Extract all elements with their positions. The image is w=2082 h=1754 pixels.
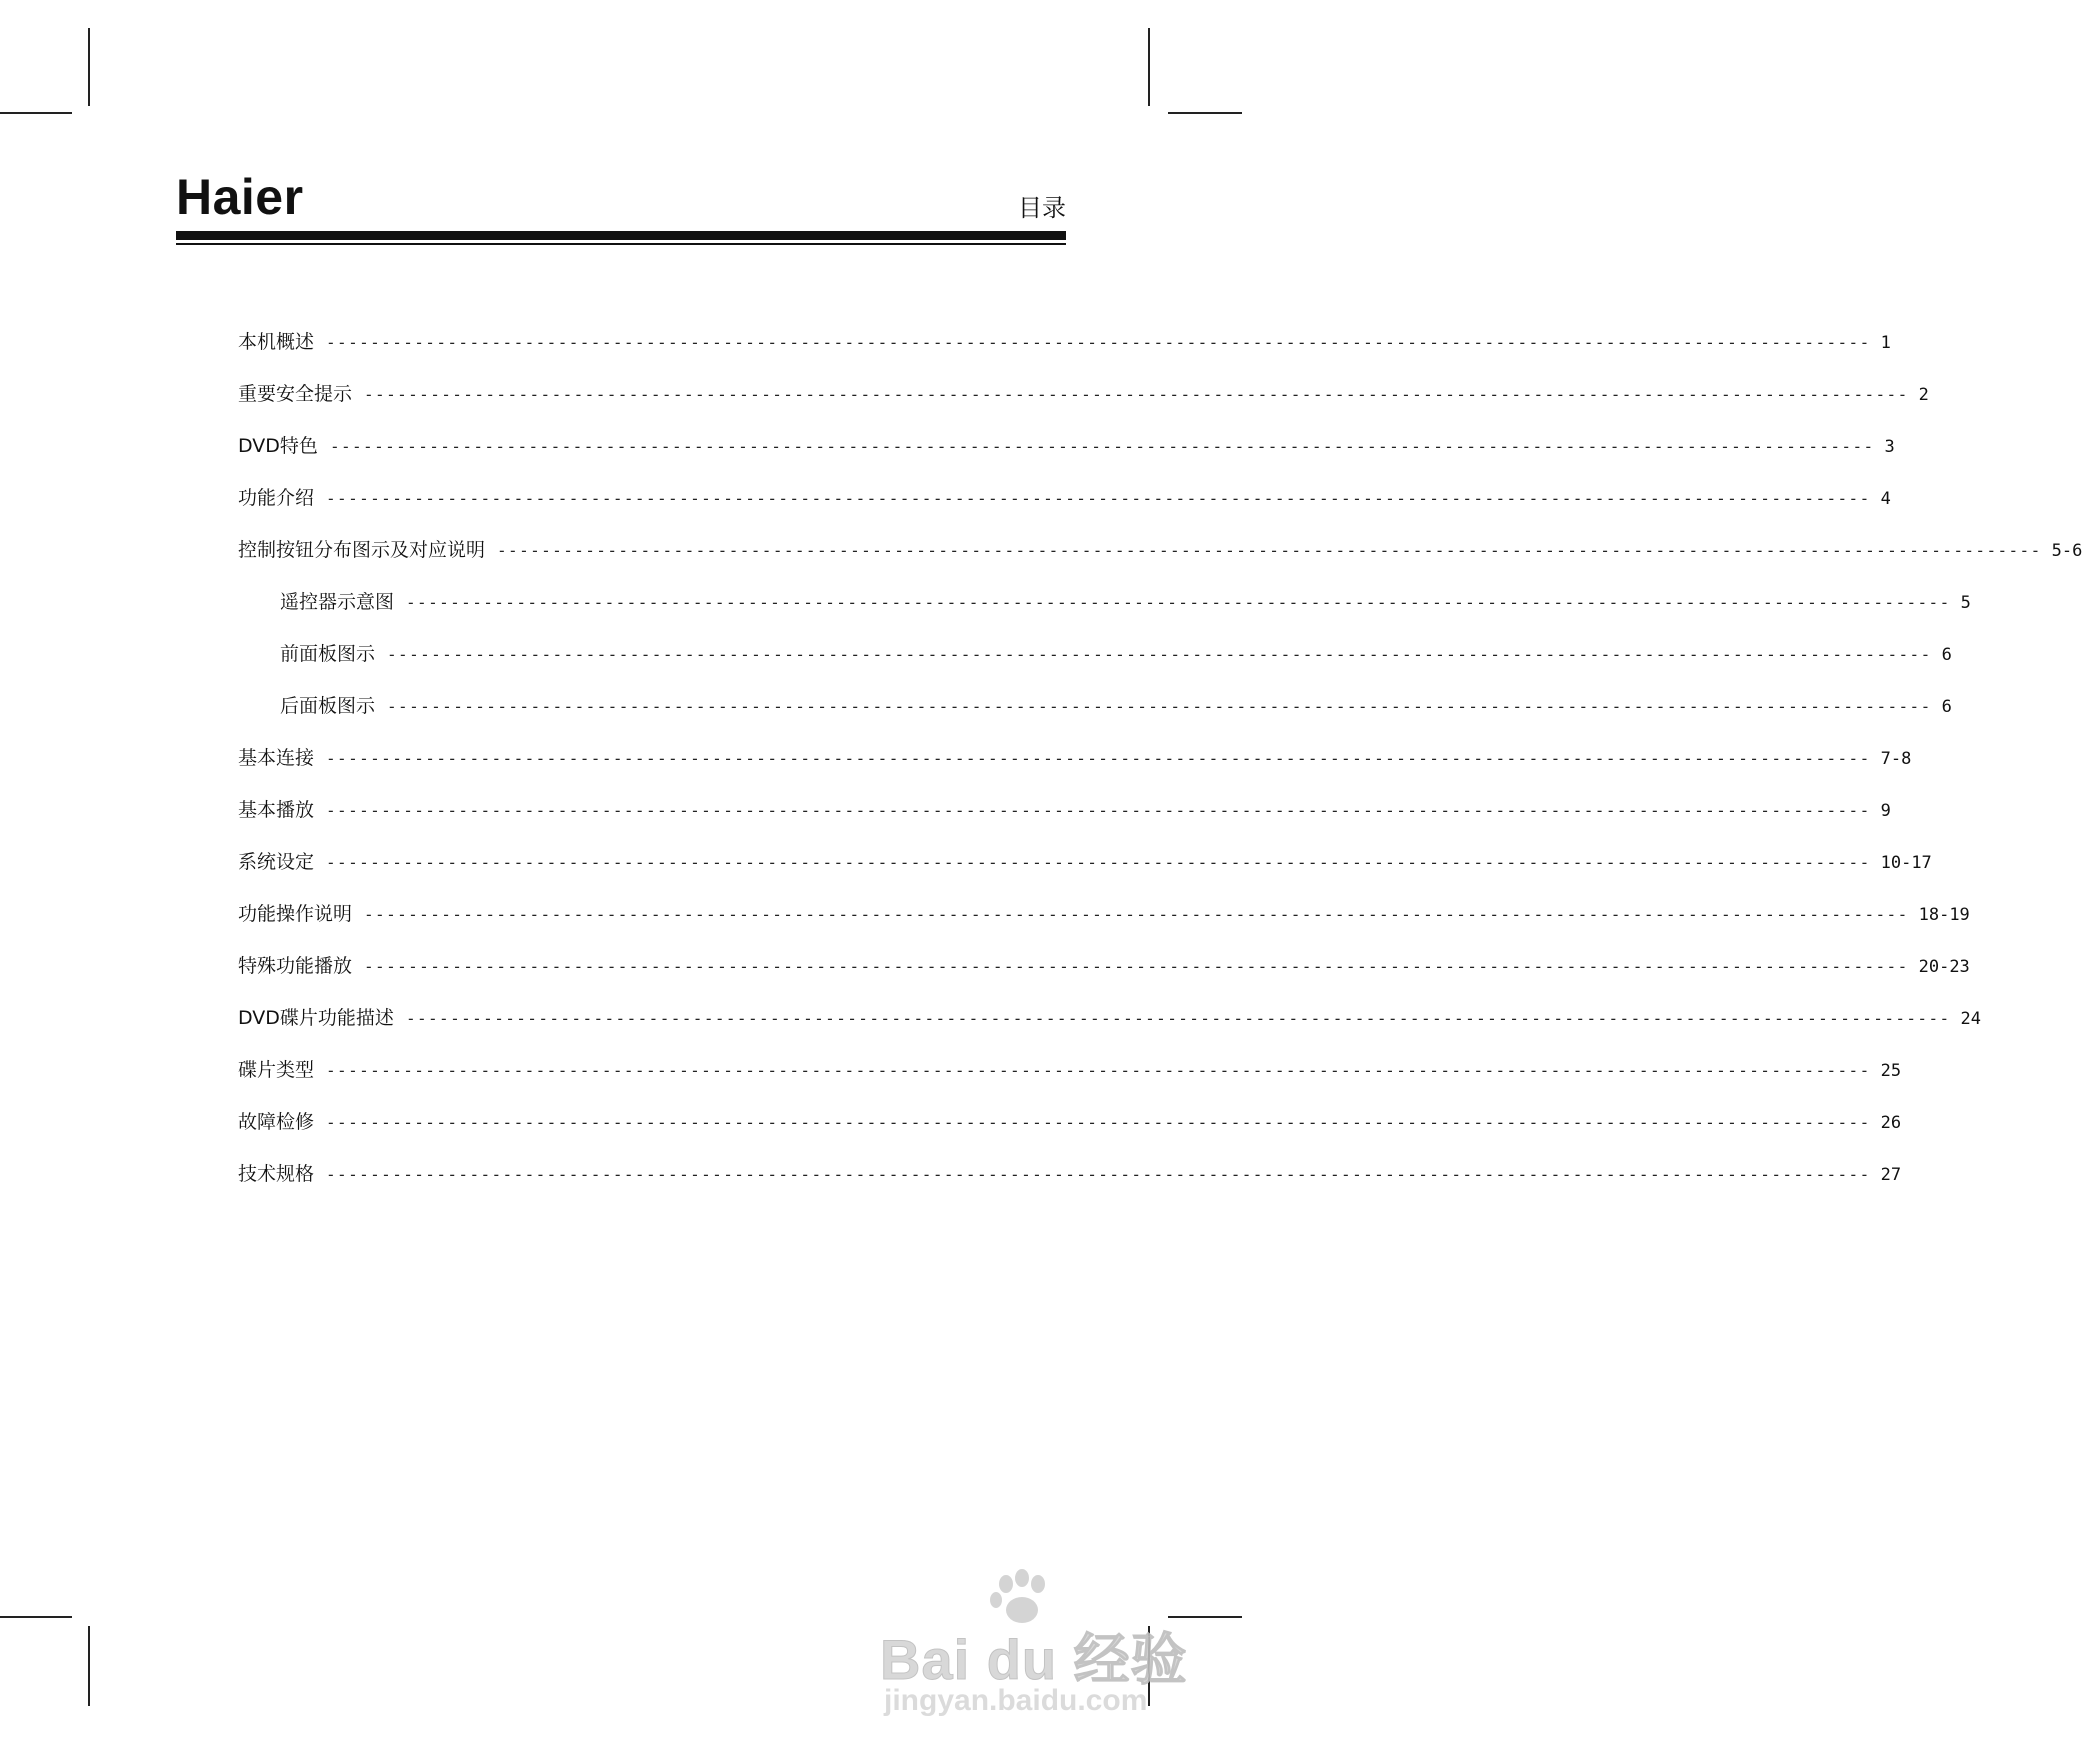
- toc-entry-page: 2: [1918, 385, 1929, 405]
- toc-leader: --------------------------------------------------------------------------------------------------------------------------------------------: [364, 957, 1909, 976]
- watermark-url: jingyan.baidu.com: [884, 1684, 1148, 1717]
- toc-entry-page: 3: [1884, 437, 1895, 457]
- toc-entry: [238, 377, 1929, 429]
- toc-leader: --------------------------------------------------------------------------------------------------------------------------------------------: [405, 1009, 1951, 1028]
- watermark-brand: Bai du 经验: [880, 1628, 1188, 1691]
- toc-leader: --------------------------------------------------------------------------------------------------------------------------------------------: [387, 645, 1932, 664]
- toc-entry-title: DVD特色: [238, 435, 318, 457]
- page-title: 目录: [1018, 194, 1066, 222]
- crop-mark: [1148, 28, 1150, 106]
- crop-mark: [88, 28, 90, 106]
- toc-entry-page: 1: [1880, 333, 1891, 353]
- toc-leader: --------------------------------------------------------------------------------------------------------------------------------------------: [406, 593, 1951, 612]
- toc-leader: --------------------------------------------------------------------------------------------------------------------------------------------: [326, 333, 1871, 352]
- toc-entry-title: 控制按钮分布图示及对应说明: [238, 539, 486, 561]
- toc-leader: --------------------------------------------------------------------------------------------------------------------------------------------: [326, 1113, 1871, 1132]
- toc-entry-title: 功能介绍: [238, 487, 315, 509]
- toc-entry: [238, 325, 1891, 377]
- toc-entry-page: 20-23: [1918, 957, 1970, 977]
- header-rule-thin: [176, 243, 1066, 245]
- toc-leader: --------------------------------------------------------------------------------------------------------------------------------------------: [326, 489, 1871, 508]
- toc-leader: --------------------------------------------------------------------------------------------------------------------------------------------: [387, 697, 1932, 716]
- toc-entry-page: 25: [1880, 1061, 1902, 1081]
- toc-entry-title: 遥控器示意图: [280, 591, 395, 613]
- toc-leader: --------------------------------------------------------------------------------------------------------------------------------------------: [326, 1061, 1871, 1080]
- toc-entry: [238, 741, 1912, 793]
- toc-leader: --------------------------------------------------------------------------------------------------------------------------------------------: [364, 385, 1909, 404]
- toc-entry-title: 后面板图示: [280, 695, 376, 717]
- table-of-contents: [238, 325, 2082, 1209]
- toc-entry: [238, 1105, 1902, 1157]
- toc-entry: [238, 793, 1891, 845]
- haier-logo: Haier: [176, 169, 304, 225]
- header-rule-thick: [176, 231, 1066, 240]
- toc-entry-page: 6: [1941, 645, 1952, 665]
- toc-entry: [238, 1053, 1902, 1105]
- toc-entry: [238, 585, 1971, 637]
- toc-leader: --------------------------------------------------------------------------------------------------------------------------------------------: [326, 801, 1871, 820]
- toc-entry-page: 27: [1880, 1165, 1902, 1185]
- toc-entry-title: 系统设定: [238, 851, 315, 873]
- toc-leader: --------------------------------------------------------------------------------------------------------------------------------------------: [497, 541, 2042, 560]
- toc-entry-page: 6: [1941, 697, 1952, 717]
- toc-leader: --------------------------------------------------------------------------------------------------------------------------------------------: [326, 853, 1871, 872]
- toc-leader: --------------------------------------------------------------------------------------------------------------------------------------------: [364, 905, 1909, 924]
- toc-entry-page: 18-19: [1918, 905, 1970, 925]
- toc-entry-title: 故障检修: [238, 1111, 315, 1133]
- toc-entry-page: 10-17: [1880, 853, 1932, 873]
- toc-entry-title: 本机概述: [238, 331, 315, 353]
- toc-entry: [238, 949, 1970, 1001]
- toc-entry-title: 基本播放: [238, 799, 315, 821]
- toc-entry-title: 技术规格: [238, 1163, 315, 1185]
- crop-mark: [0, 1616, 72, 1618]
- crop-mark: [88, 1626, 90, 1706]
- toc-entry: [238, 637, 1952, 689]
- toc-entry-title: DVD碟片功能描述: [238, 1007, 394, 1029]
- toc-leader: --------------------------------------------------------------------------------------------------------------------------------------------: [326, 749, 1871, 768]
- toc-entry-page: 5-6: [2051, 541, 2082, 561]
- toc-entry: [238, 481, 1891, 533]
- toc-entry: [238, 429, 1895, 481]
- toc-entry: [238, 533, 2082, 585]
- toc-leader: --------------------------------------------------------------------------------------------------------------------------------------------: [329, 437, 1875, 456]
- toc-entry-title: 功能操作说明: [238, 903, 353, 925]
- toc-entry: [238, 1157, 1902, 1209]
- toc-entry-page: 5: [1960, 593, 1971, 613]
- toc-entry-page: 26: [1880, 1113, 1902, 1133]
- toc-entry: [238, 897, 1970, 949]
- toc-entry: [238, 1001, 1982, 1053]
- crop-mark: [0, 112, 72, 114]
- toc-entry-title: 前面板图示: [280, 643, 376, 665]
- toc-entry: [238, 689, 1952, 741]
- toc-leader: --------------------------------------------------------------------------------------------------------------------------------------------: [326, 1165, 1871, 1184]
- crop-mark: [1168, 112, 1242, 114]
- toc-entry: [238, 845, 1932, 897]
- toc-entry-page: 9: [1880, 801, 1891, 821]
- toc-entry-title: 特殊功能播放: [238, 955, 353, 977]
- toc-entry-title: 碟片类型: [238, 1059, 315, 1081]
- toc-entry-page: 4: [1880, 489, 1891, 509]
- toc-entry-title: 基本连接: [238, 747, 315, 769]
- toc-entry-title: 重要安全提示: [238, 383, 353, 405]
- toc-entry-page: 24: [1960, 1009, 1982, 1029]
- toc-entry-page: 7-8: [1880, 749, 1912, 769]
